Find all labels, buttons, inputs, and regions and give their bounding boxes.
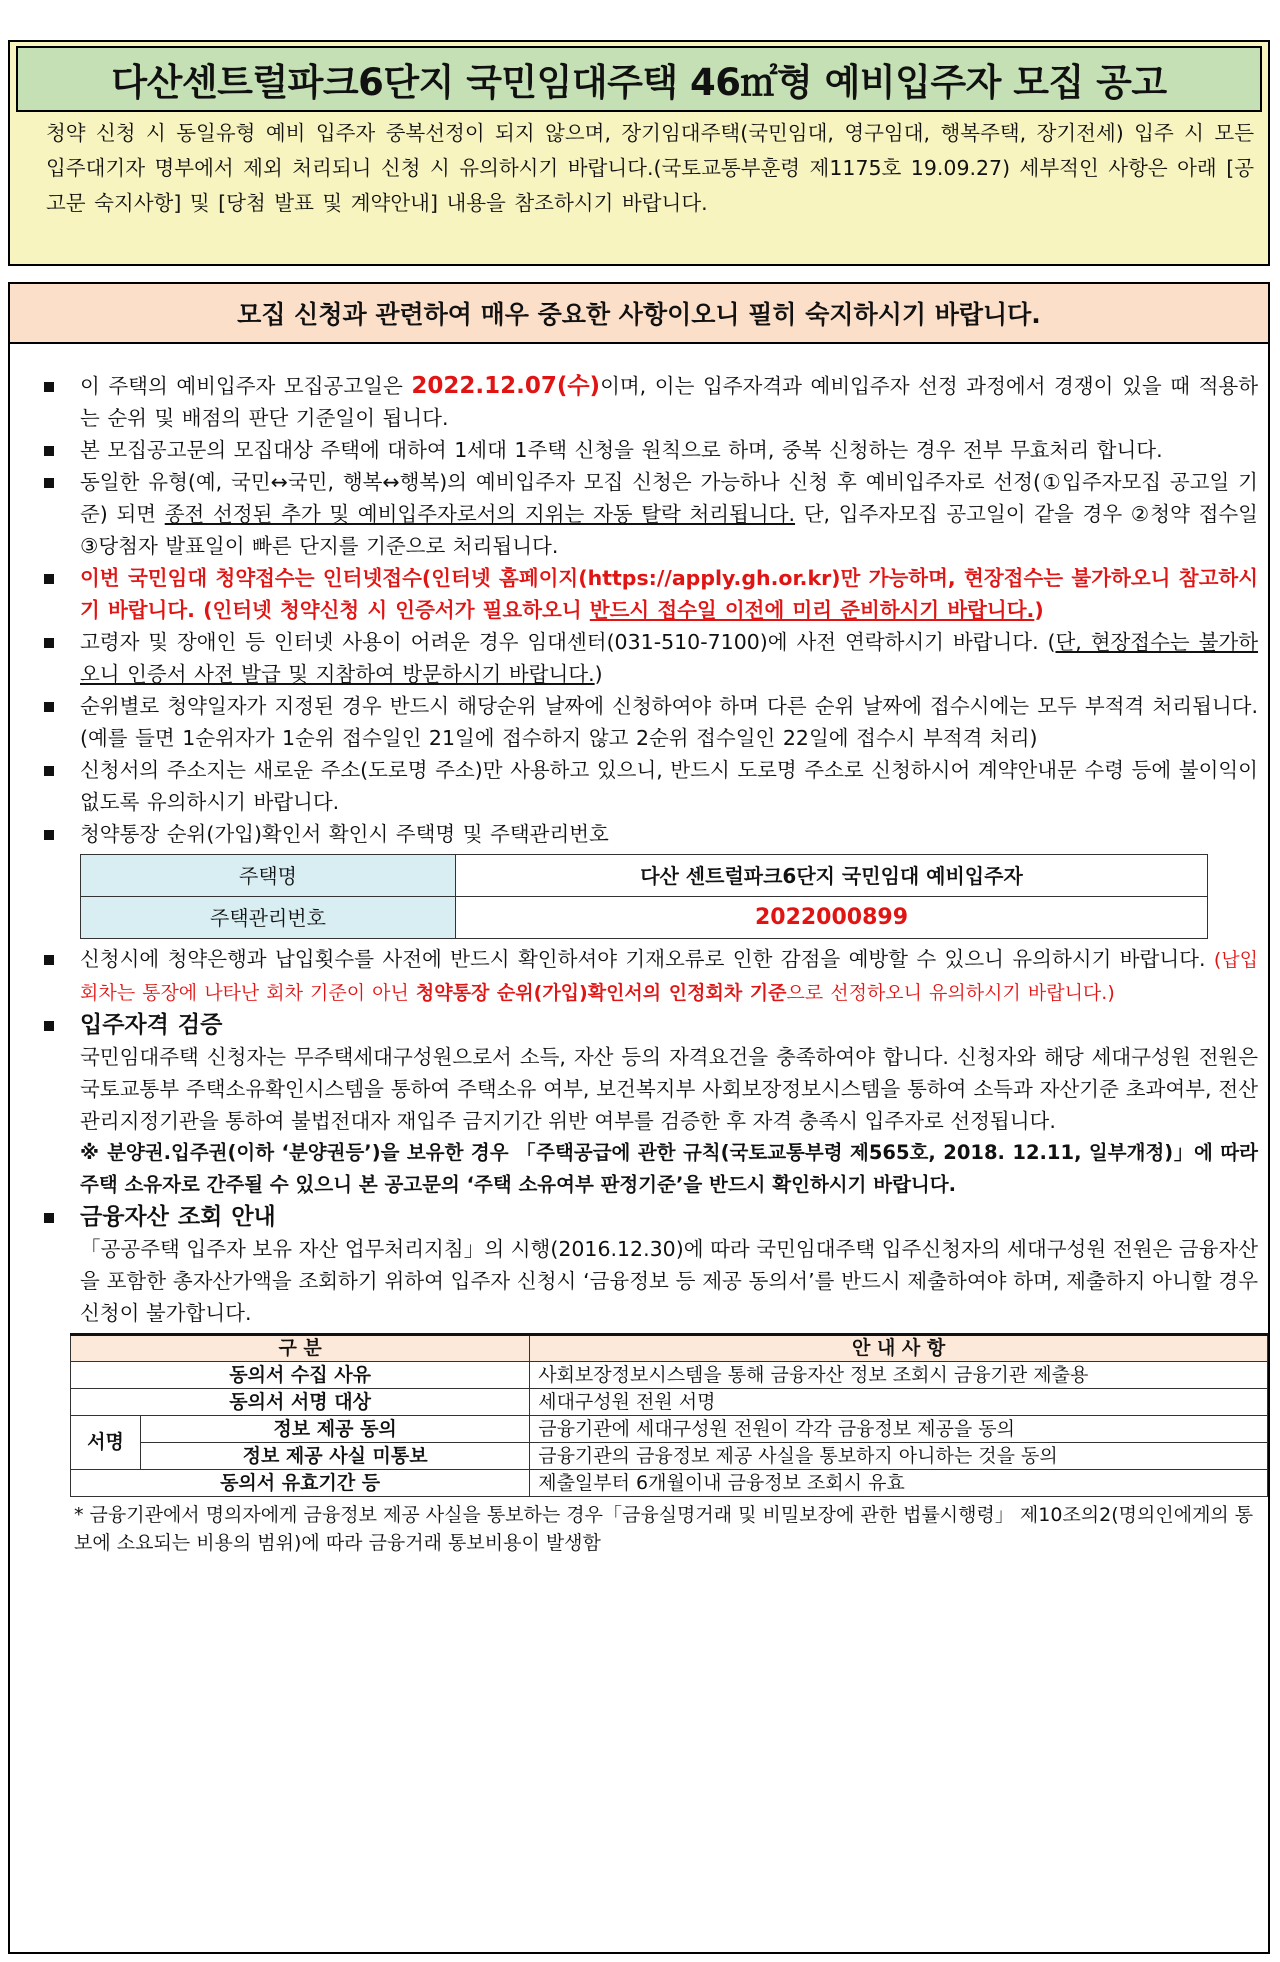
bullet-icon <box>44 702 54 712</box>
house-name-label: 주택명 <box>81 855 456 897</box>
table-row: 동의서 유효기간 등 제출일부터 6개월이내 금융정보 조회시 유효 <box>71 1470 1268 1497</box>
notice-item-elderly-disabled: 고령자 및 장애인 등 인터넷 사용이 어려운 경우 임대센터(031-510-7100)에 사전 연락하시기 바랍니다. (단, 현장접수는 불가하오니 인증서 사전 발급 및 지참하여 방문하시기 바랍니다.) <box>38 626 1258 690</box>
house-no-label: 주택관리번호 <box>81 897 456 939</box>
table-row: 동의서 서명 대상 세대구성원 전원 서명 <box>71 1389 1268 1416</box>
table-row: 정보 제공 사실 미통보 금융기관의 금융정보 제공 사실을 통보하지 아니하는 것을 동의 <box>71 1443 1268 1470</box>
section-financial-body: 「공공주택 입주자 보유 자산 업무처리지침」의 시행(2016.12.30)에 따라 국민임대주택 입주신청자의 세대구성원 전원은 금융자산을 포함한 총자산가액을 조회하기 위하여 입주자 신청시 ‘금융정보 등 제공 동의서’를 반드시 제출하여야 하며, 제출하지 아니할 경우 신청이 불가합니다. <box>80 1237 1258 1325</box>
notice-item-address: 신청서의 주소지는 새로운 주소(도로명 주소)만 사용하고 있으니, 반드시 도로명 주소로 신청하시어 계약안내문 수령 등에 불이익이 없도록 유의하시기 바랍니다. <box>38 754 1258 818</box>
notice-heading: 모집 신청과 관련하여 매우 중요한 사항이오니 필히 숙지하시기 바랍니다. <box>237 300 1041 329</box>
signature-group-label: 서명 <box>71 1416 141 1470</box>
bullet-icon <box>44 766 54 776</box>
section-eligibility-note: ※ 분양권.입주권(이하 ‘분양권등’)을 보유한 경우 「주택공급에 관한 규칙(국토교통부령 제565호, 2018. 12.11, 일부개정)」에 따라 주택 소유자로 간주될 수 있으니 본 공고문의 ‘주택 소유여부 판정기준’을 반드시 확인하시기 바랍니다. <box>80 1141 1258 1196</box>
intro-text: 청약 신청 시 동일유형 예비 입주자 중복선정이 되지 않으며, 장기임대주택(국민임대, 영구임대, 행복주택, 장기전세) 입주 시 모든 입주대기자 명부에서 제외 처리되니 신청 시 유의하시기 바랍니다.(국토교통부훈령 제1175호 19.09.27) 세부적인 사항은 아래 [공고문 숙지사항] 및 [당첨 발표 및 계약안내] 내용을 참조하시기 바랍니다. <box>46 121 1254 215</box>
bullet-icon <box>44 955 54 965</box>
announcement-date: 2022.12.07(수) <box>411 373 601 399</box>
notice-item-house-info: 청약통장 순위(가입)확인서 확인시 주택명 및 주택관리번호 <box>38 818 1258 850</box>
bullet-icon <box>44 446 54 456</box>
bullet-icon <box>44 830 54 840</box>
bullet-icon <box>44 478 54 488</box>
section-financial-title: 금융자산 조회 안내 <box>38 1201 1258 1233</box>
notice-content <box>38 370 1258 1557</box>
financial-consent-table <box>70 1333 1268 1497</box>
bullet-icon <box>44 1213 54 1223</box>
table-row <box>81 897 1208 939</box>
table-header-guide: 안 내 사 항 <box>530 1335 1268 1362</box>
table-header-row <box>71 1335 1268 1362</box>
bullet-icon <box>44 382 54 392</box>
house-info-table <box>80 854 1208 939</box>
house-no-value: 2022000899 <box>456 897 1208 939</box>
title-box <box>8 40 1270 266</box>
page-title: 다산센트럴파크6단지 국민임대주택 46㎡형 예비입주자 모집 공고 <box>111 61 1167 104</box>
bullet-icon <box>44 1021 54 1031</box>
notice-item-bank-check: 신청시에 청약은행과 납입횟수를 사전에 반드시 확인하셔야 기재오류로 인한 감점을 예방할 수 있으니 유의하시기 바랍니다. (납입 회차는 통장에 나타난 회차 기준이 아닌 청약통장 순위(가입)확인서의 인정회차 기준으로 선정하오니 유의하시기 바랍니다.) <box>38 943 1258 1009</box>
bullet-icon <box>44 574 54 584</box>
notice-box <box>8 282 1270 1954</box>
bullet-icon <box>44 638 54 648</box>
notice-item-single-application: 본 모집공고문의 모집대상 주택에 대하여 1세대 1주택 신청을 원칙으로 하며, 중복 신청하는 경우 전부 무효처리 합니다. <box>38 434 1258 466</box>
title-bar <box>16 46 1262 112</box>
notice-item-same-type: 동일한 유형(예, 국민↔국민, 행복↔행복)의 예비입주자 모집 신청은 가능하나 신청 후 예비입주자로 선정(①입주자모집 공고일 기준) 되면 종전 선정된 추가 및 예비입주자로서의 지위는 자동 탈락 처리됩니다. 단, 입주자모집 공고일이 같을 경우 ②청약 접수일 ③당첨자 발표일이 빠른 단지를 기준으로 처리됩니다. <box>38 466 1258 562</box>
footnote: * 금융기관에서 명의자에게 금융정보 제공 사실을 통보하는 경우「금융실명거래 및 비밀보장에 관한 법률시행령」 제10조의2(명의인에게의 통보에 소요되는 비용의 범위)에 따라 금융거래 통보비용이 발생함 <box>74 1504 1254 1554</box>
section-eligibility-body: 국민임대주택 신청자는 무주택세대구성원으로서 소득, 자산 등의 자격요건을 충족하여야 합니다. 신청자와 해당 세대구성원 전원은 국토교통부 주택소유확인시스템을 통하여 주택소유 여부, 보건복지부 사회보장정보시스템을 통하여 소득과 자산기준 초과여부, 전산관리지정기관을 통하여 불법전대자 재입주 금지기간 위반 여부를 검증한 후 자격 충족시 입주자로 선정됩니다. <box>80 1045 1258 1133</box>
section-eligibility-title: 입주자격 검증 <box>38 1009 1258 1041</box>
table-header-category: 구 분 <box>71 1335 530 1362</box>
table-row: 동의서 수집 사유 사회보장정보시스템을 통해 금융자산 정보 조회시 금융기관 제출용 <box>71 1362 1268 1389</box>
notice-item-announcement-date: 이 주택의 예비입주자 모집공고일은 2022.12.07(수)이며, 이는 입주자격과 예비입주자 선정 과정에서 경쟁이 있을 때 적용하는 순위 및 배점의 판단 기준일이 됩니다. <box>38 370 1258 434</box>
table-row <box>81 855 1208 897</box>
notice-item-online-only: 이번 국민임대 청약접수는 인터넷접수(인터넷 홈페이지(https://apply.gh.or.kr)만 가능하며, 현장접수는 불가하오니 참고하시기 바랍니다. (인터넷 청약신청 시 인증서가 필요하오니 반드시 접수일 이전에 미리 준비하시기 바랍니다.) <box>38 562 1258 626</box>
notice-item-priority-dates: 순위별로 청약일자가 지정된 경우 반드시 해당순위 날짜에 신청하여야 하며 다른 순위 날짜에 접수시에는 모두 부적격 처리됩니다.(예를 들면 1순위자가 1순위 접수일인 21일에 접수하지 않고 2순위 접수일인 22일에 접수시 부적격 처리) <box>38 690 1258 754</box>
house-name-value: 다산 센트럴파크6단지 국민임대 예비입주자 <box>456 855 1208 897</box>
notice-header <box>10 284 1268 344</box>
table-row: 서명 정보 제공 동의 금융기관에 세대구성원 전원이 각각 금융정보 제공을 동의 <box>71 1416 1268 1443</box>
